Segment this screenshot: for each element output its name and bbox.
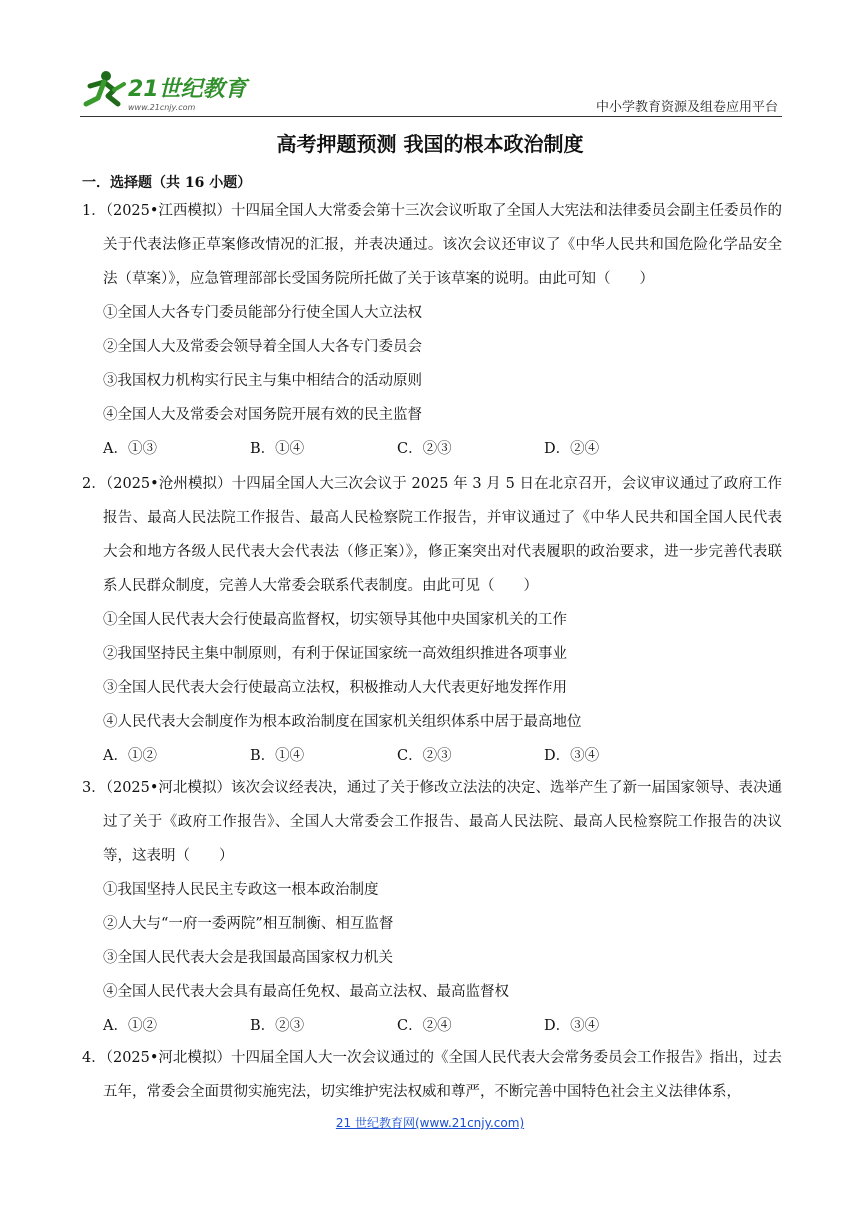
option-1: ①全国人民代表大会行使最高监督权，切实领导其他中央国家机关的工作 (103, 612, 567, 628)
choice-d[interactable]: D．②④ (544, 441, 600, 457)
option-3: ③全国人民代表大会是我国最高国家权力机关 (103, 950, 393, 966)
choice-c[interactable]: C．②③ (397, 748, 452, 764)
answer-choices (82, 1009, 782, 1043)
choice-b[interactable]: B．②③ (250, 1018, 305, 1034)
choice-b[interactable]: B．①④ (250, 441, 305, 457)
runner-icon (86, 71, 124, 104)
logo-url: www.21cnjy.com (128, 103, 196, 112)
page-header (80, 66, 782, 114)
choice-d[interactable]: D．③④ (544, 748, 600, 764)
question-1 (82, 194, 782, 466)
page-footer (0, 1114, 860, 1131)
choice-a[interactable]: A．①② (103, 1018, 157, 1034)
question-stem: 3．（2025•河北模拟）该次会议经表决，通过了关于修改立法法的决定、选举产生了新一届国家领导、表决通过了关于《政府工作报告》、全国人大常委会工作报告、最高人民法院、最高人民检察院工作报告的决议等，这表明（ ） (82, 780, 782, 864)
question-stem: 1．（2025•江西模拟）十四届全国人大常委会第十三次会议听取了全国人大宪法和法律委员会副主任委员作的关于代表法修正草案修改情况的汇报，并表决通过。该次会议还审议了《中华人民共和国危险化学品安全法（草案）》，应急管理部部长受国务院所托做了关于该草案的说明。由此可知（ ） (82, 203, 782, 287)
page-title: 高考押题预测 我国的根本政治制度 (276, 132, 584, 156)
option-4: ④全国人民代表大会具有最高任免权、最高立法权、最高监督权 (103, 984, 509, 1000)
section-heading: 一．选择题（共 16 小题） (82, 175, 252, 191)
question-4 (82, 1041, 782, 1109)
question-stem: 2．（2025•沧州模拟）十四届全国人大三次会议于 2025 年 3 月 5 日在北京召开，会议审议通过了政府工作报告、最高人民法院工作报告、最高人民检察院工作报告，并审议通过了《中华人民共和国全国人民代表大会和地方各级人民代表大会代表法（修正案）》，修正案突出对代表履职的政治要求，进一步完善代表联系人民群众制度，完善人大常委会联系代表制度。由此可见（ ） (82, 476, 782, 594)
question-2 (82, 467, 782, 773)
question-stem: 4．（2025•河北模拟）十四届全国人大一次会议通过的《全国人民代表大会常务委员会工作报告》指出，过去五年，常委会全面贯彻实施宪法，切实维护宪法权威和尊严，不断完善中国特色社会主义法律体系， (82, 1050, 782, 1100)
option-4: ④人民代表大会制度作为根本政治制度在国家机关组织体系中居于最高地位 (103, 714, 582, 730)
logo-text: 21世纪教育 (128, 77, 247, 102)
choice-b[interactable]: B．①④ (250, 748, 305, 764)
option-1: ①全国人大各专门委员能部分行使全国人大立法权 (103, 305, 422, 321)
option-4: ④全国人大及常委会对国务院开展有效的民主监督 (103, 407, 422, 423)
option-3: ③全国人民代表大会行使最高立法权，积极推动人大代表更好地发挥作用 (103, 680, 567, 696)
choice-c[interactable]: C．②③ (397, 441, 452, 457)
footer-link[interactable]: 21 世纪教育网(www.21cnjy.com) (335, 1116, 525, 1130)
answer-choices (82, 739, 782, 773)
option-2: ②人大与“一府一委两院”相互制衡、相互监督 (103, 916, 394, 932)
platform-name: 中小学教育资源及组卷应用平台 (595, 100, 778, 115)
choice-a[interactable]: A．①② (103, 748, 157, 764)
option-1: ①我国坚持人民民主专政这一根本政治制度 (103, 882, 379, 898)
option-2: ②全国人大及常委会领导着全国人大各专门委员会 (103, 339, 422, 355)
option-2: ②我国坚持民主集中制原则，有利于保证国家统一高效组织推进各项事业 (103, 646, 567, 662)
choice-c[interactable]: C．②④ (397, 1018, 452, 1034)
option-3: ③我国权力机构实行民主与集中相结合的活动原则 (103, 373, 422, 389)
header-divider (80, 116, 782, 117)
answer-choices (82, 432, 782, 466)
question-3 (82, 771, 782, 1043)
choice-a[interactable]: A．①③ (103, 441, 157, 457)
logo-21cnjy (80, 66, 250, 114)
choice-d[interactable]: D．③④ (544, 1018, 600, 1034)
